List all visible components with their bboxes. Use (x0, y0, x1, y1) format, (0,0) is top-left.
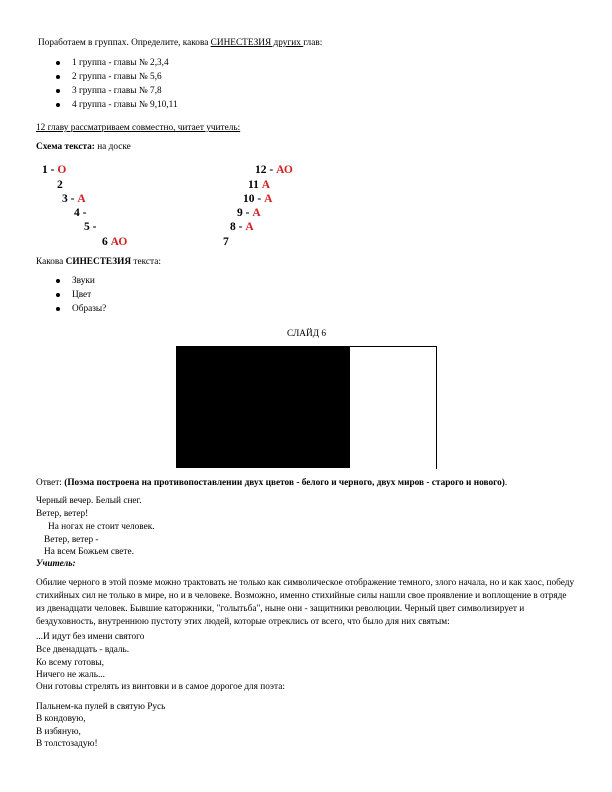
scheme-right-7: 7 (223, 236, 229, 248)
poem1-line: На всем Божьем свете. (44, 547, 134, 557)
scheme-left-4: 4 - (74, 207, 87, 219)
poem2-line: Все двенадцать - вдаль. (36, 645, 130, 655)
poem1-line: Ветер, ветер - (44, 535, 99, 545)
synesthesia-list (56, 274, 106, 316)
scheme-right-12: 12 - АО (255, 164, 293, 176)
scheme-label: Схема текста: (36, 142, 95, 152)
groups-list (56, 56, 178, 112)
scheme-right-9: 9 - А (237, 207, 261, 219)
scheme-heading (36, 142, 131, 152)
list-item: 3 группа - главы № 7,8 (56, 84, 178, 98)
chapter12-note: 12 главу рассматриваем совместно, читает учитель: (36, 123, 241, 133)
poem3-line: В избяную, (36, 727, 81, 737)
scheme-left-2: 2 (57, 179, 63, 191)
poem3-line: В кондовую, (36, 714, 86, 724)
scheme-right-10: 10 - А (243, 193, 273, 205)
poem3-line: В толстозадую! (36, 739, 98, 749)
poem2-line: Ко всему готовы, (36, 658, 104, 668)
synesthesia-question: Какова СИНЕСТЕЗИЯ текста: (36, 257, 161, 267)
intro-underlined: СИНЕСТЕЗИЯ других (210, 38, 304, 48)
slide-white-panel (350, 346, 437, 469)
poem2-line: Ничего не жаль... (36, 670, 105, 680)
intro-tail: глав: (303, 38, 323, 48)
shoot-line: Они готовы стрелять из винтовки и в самое дорогое для поэта: (36, 682, 285, 692)
answer-line: Ответ: (Поэма построена на противопоставлении двух цветов - белого и черного, двух миров - старого и нового). (36, 478, 508, 488)
list-item: 4 группа - главы № 9,10,11 (56, 98, 178, 112)
poem1-line: Ветер, ветер! (36, 509, 89, 519)
teacher-label: Учитель: (36, 559, 76, 569)
scheme-right-11: 11 А (248, 179, 271, 191)
scheme-left-6: 6 АО (102, 236, 128, 248)
scheme-right-8: 8 - А (230, 221, 254, 233)
intro-text: Поработаем в группах. Определите, какова (38, 38, 211, 48)
list-item: 2 группа - главы № 5,6 (56, 70, 178, 84)
poem1-line: Черный вечер. Белый снег. (36, 496, 142, 506)
poem3-line: Пальнем-ка пулей в святую Русь (36, 702, 166, 712)
scheme-location: на доске (94, 142, 131, 152)
scheme-left-3: 3 - А (62, 193, 86, 205)
slide-title: СЛАЙД 6 (287, 329, 327, 339)
scheme-left-5: 5 - (84, 221, 97, 233)
list-item: Цвет (56, 288, 106, 302)
teacher-paragraph: Обилие черного в этой поэме можно трактовать не только как символическое отображение темного, злого начала, но и как хаос, победу стихийных сил не только в мире, но и в человеке. Возможно, именно стихийные силы нашли свое проявление и воплощение в отряде из двенадцати человек. Бывшие каторжники, "голытьба", ныне они - защитники революции. Черный цвет символизирует и бездуховность, внутреннюю пустоту этих людей, которые отреклись от всего, что было для них святым: (36, 578, 575, 627)
intro-line (38, 38, 322, 48)
list-item: Образы? (56, 302, 106, 316)
poem1-line: На ногах не стоит человек. (48, 522, 155, 532)
slide-black-panel (176, 346, 351, 468)
list-item: 1 группа - главы № 2,3,4 (56, 56, 178, 70)
list-item: Звуки (56, 274, 106, 288)
scheme-left-1: 1 - О (42, 164, 67, 176)
poem2-line: ...И идут без имени святого (36, 632, 145, 642)
